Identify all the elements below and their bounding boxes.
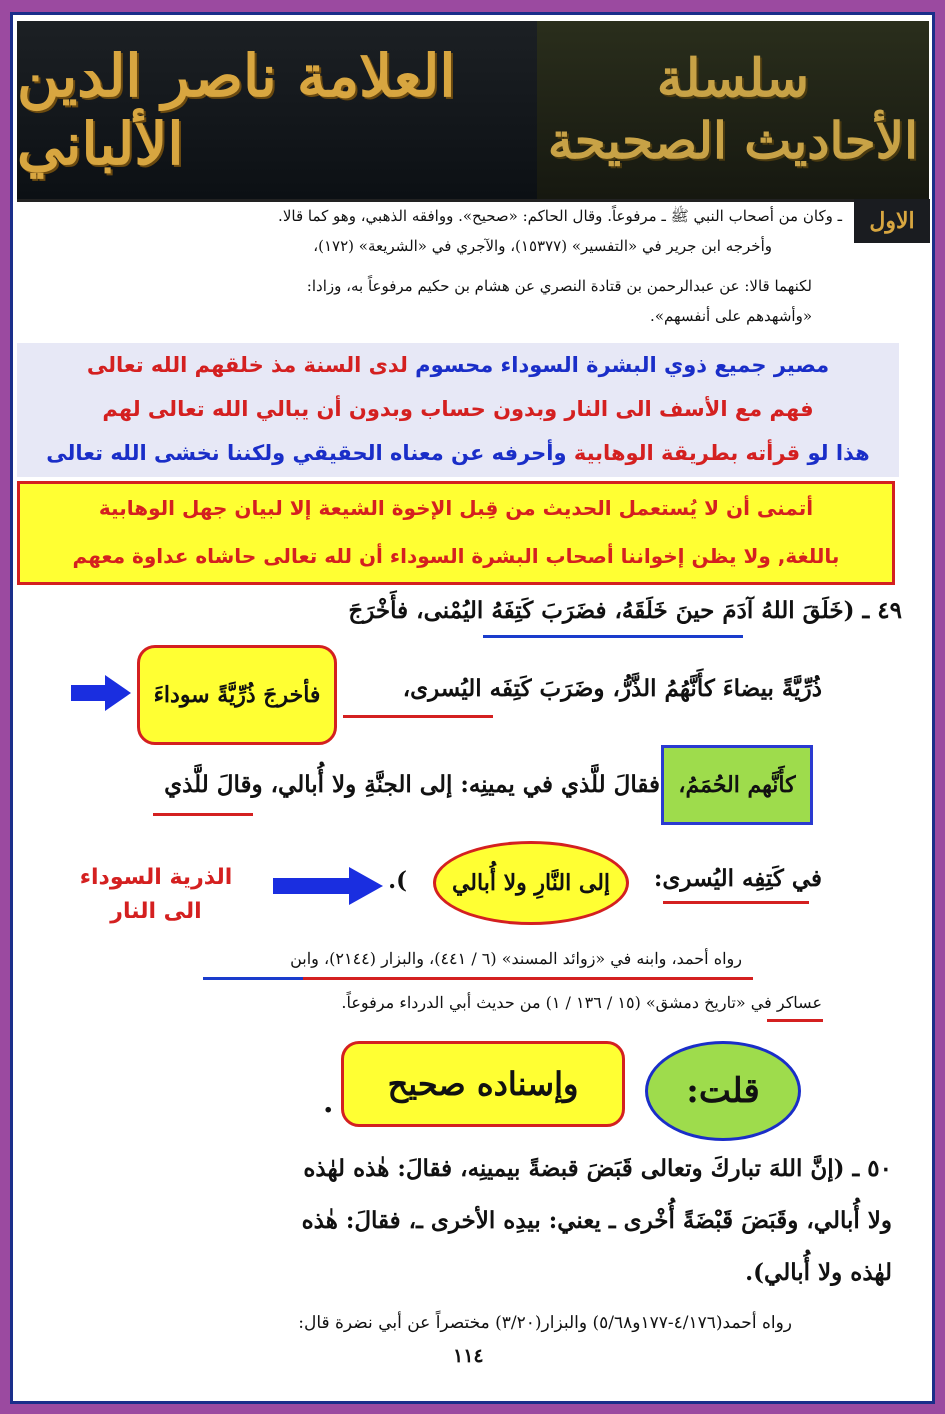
underline-red-4 [233,977,753,980]
note-line-1: أتمنى أن لا يُستعمل الحديث من قِبل الإخوة الشيعة إلا لبيان جهل الوهابية [98,496,814,520]
callout-qultu: قلت: [645,1041,801,1141]
commentary-line-2: فهم مع الأسف الى النار وبدون حساب وبدون أن يبالي الله تعالى لهم [102,397,814,421]
underline-red-3 [663,901,809,904]
hadith50-line-1: ٥٠ ـ (إنَّ اللهَ تباركَ وتعالى قَبَضَ قبضةً بيمينِه، فقالَ: هٰذه لهٰذه [303,1155,892,1182]
hadith50-line-2: ولا أُبالي، وقَبَضَ قَبْضَةً أُخْرى ـ يعني: بيدِه الأخرى ـ، فقالَ: هٰذه [301,1207,892,1234]
underline-red-5 [767,1019,823,1022]
hadith49-line-2: ذُرِّيَّةً بيضاءَ كأَنَّهُمُ الذَّرُّ، وضَرَبَ كَتِفَه اليُسرى، [402,675,822,702]
hadith49-line-1: ٤٩ ـ (خَلَقَ اللهُ آدَمَ حينَ خَلَقَهُ، فضَرَبَ كَتِفَهُ اليُمْنى، فأَخْرَجَ [348,597,902,624]
commentary-line-1: مصير جميع ذوي البشرة السوداء محسوم لدى السنة مذ خلقهم الله تعالى [86,353,830,377]
underline-red-2 [153,813,253,816]
series-title-line1: سلسلة [656,48,810,109]
note-box [17,481,895,585]
source49-line-1: رواه أحمد، وابنه في «زوائد المسند» (٦ / ٤٤١)، والبزار (٢١٤٤)، وابن [290,949,742,968]
series-title-line2: الأحاديث الصحيحة [547,111,919,170]
commentary-line-3: هذا لو قرأته بطريقة الوهابية وأحرفه عن معناه الحقيقي ولكننا نخشى الله تعالى [46,441,870,465]
source49-line-2: عساكر في «تاريخ دمشق» (١٥ / ١٣٦ / ١) من حديث أبي الدرداء مرفوعاً. [341,993,822,1012]
volume-badge: الاول [854,199,930,243]
callout-black-offspring: فأخرجَ ذُرِّيَّةً سوداءَ [137,645,337,745]
book-banner [17,21,929,202]
intro-line-2: وأخرجه ابن جرير في «التفسير» (١٥٣٧٧)، والآجري في «الشريعة» (١٧٢)، [313,237,772,255]
callout-sahih: وإسناده صحيح [341,1041,625,1127]
page-number: ١١٤ [453,1345,484,1367]
document-page [10,12,935,1404]
footer-source: رواه أحمد(٤/١٧٦-١٧٧و٥/٦٨) والبزار(٣/٢٠) مختصراً عن أبي نضرة قال: [298,1313,792,1333]
note-line-2: باللغة, ولا يظن إخواننا أصحاب البشرة السوداء أن لله تعالى حاشاه عداوة معهم [72,544,840,568]
series-title [537,21,929,199]
underline-blue-1 [483,635,743,638]
hadith50-line-3: لهٰذه ولا أُبالي). [745,1259,892,1286]
hadith49-line-3: فقالَ للَّذي في يمينِه: إلى الجنَّةِ ولا أُبالي، وقالَ للَّذي [164,771,660,798]
arrow-right-icon [71,675,131,711]
commentary-box [17,343,899,477]
underline-red-1 [343,715,493,718]
hadith49-line-4-end: ). [388,867,407,894]
red-label: الذرية السوداء الى النار [79,865,233,924]
intro-line-1: ـ وكان من أصحاب النبي ﷺ ـ مرفوعاً. وقال الحاكم: «صحيح». ووافقه الذهبي، وهو كما قالا. [278,207,842,225]
intro-line-4: «وأشهدهم على أنفسهم». [650,307,812,325]
callout-like-coal: كأَنَّهم الحُمَمُ، [661,745,813,825]
intro-line-3: لكنهما قالا: عن عبدالرحمن بن قتادة النصري عن هشام بن حكيم مرفوعاً به، وزادا: [306,277,812,295]
arrow-right-icon-2 [273,867,383,905]
author-title: العلامة ناصر الدين الألباني [17,21,537,199]
period-mark: . [323,1085,334,1120]
callout-to-fire: إلى النَّارِ ولا أُبالي [433,841,629,925]
underline-blue-2 [203,977,303,980]
hadith49-line-4: في كَتِفِه اليُسرى: [653,865,822,892]
